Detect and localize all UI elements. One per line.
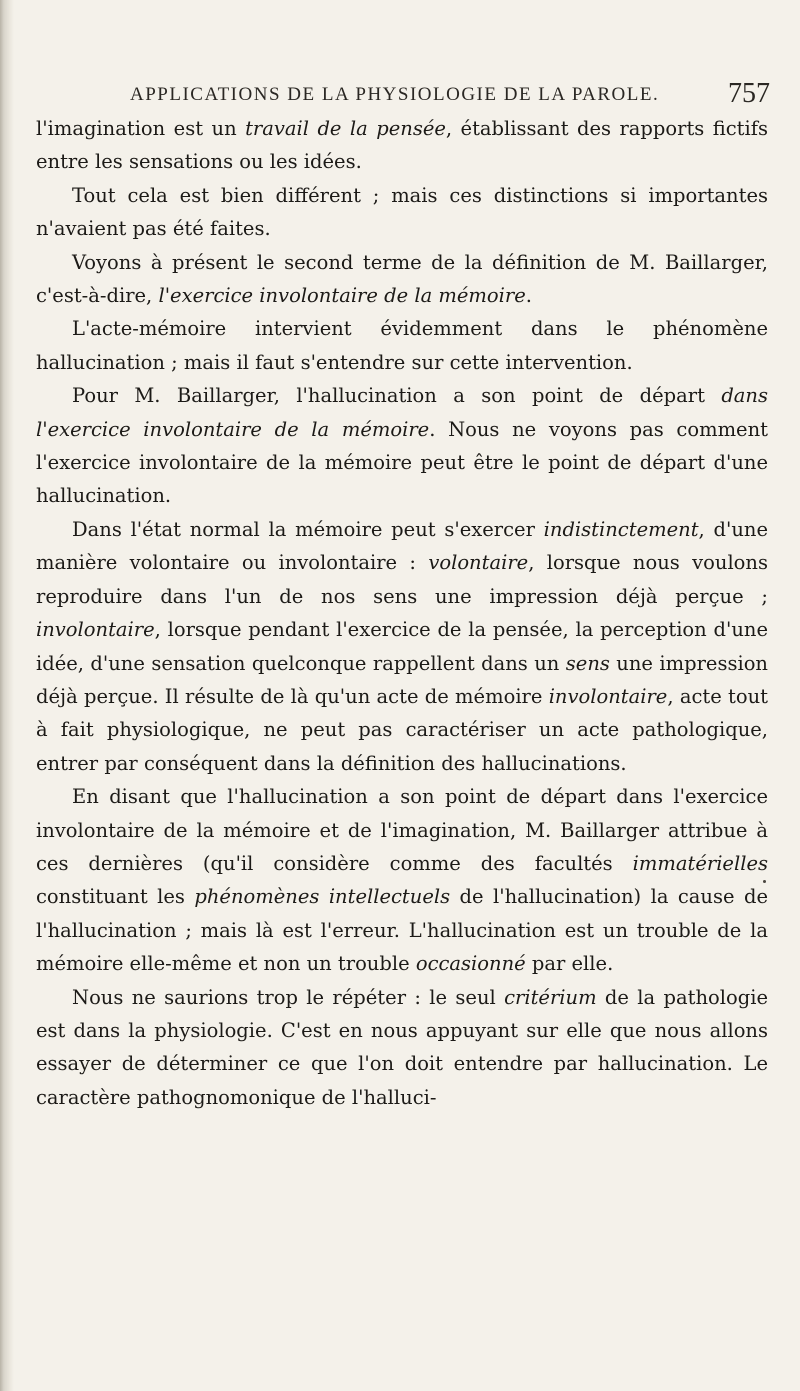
paragraph-text: L'acte-mémoire intervient évidemment dans le phénomène hallucination ; mais il faut s'entendre sur cette intervention.	[36, 317, 768, 374]
paragraph-text: Voyons à présent le second terme de la définition de M. Baillarger, c'est-à-dire,	[36, 250, 768, 308]
paragraph-text: , lorsque pendant l'exercice de la pensée, la perception d'une idée, d'une sensation quelconque rappellent dans un	[36, 618, 768, 675]
italic-text: immatérielles	[632, 851, 768, 875]
paragraph-text: . Nous ne voyons pas comment l'exercice involontaire de la mémoire peut être le point de départ d'une hallucination.	[36, 417, 768, 508]
paragraph-text: .	[525, 284, 532, 308]
italic-text: dans l'exercice involontaire de la mémoire	[36, 384, 768, 441]
page-gutter-shadow	[0, 0, 14, 1391]
page-number: 757	[728, 78, 770, 109]
body-text	[36, 112, 768, 1114]
paragraph-text: En disant que l'hallucination a son point de départ dans l'exercice involontaire de la mémoire et de l'imagination, M. Baillarger attribue à ces dernières (qu'il considère comme des facultés	[36, 785, 768, 875]
paragraph-text: Pour M. Baillarger, l'hallucination a son point de départ	[72, 384, 722, 408]
italic-text: occasionné	[415, 952, 526, 976]
italic-text: involontaire	[548, 684, 668, 708]
italic-text: l'exercice involontaire de la mémoire	[158, 284, 526, 308]
paragraph	[36, 780, 768, 980]
paragraph-text: Tout cela est bien différent ; mais ces distinctions si importantes n'avaient pas été faites.	[36, 183, 768, 241]
paragraph-text: , d'une manière volontaire ou involontaire :	[36, 517, 768, 575]
italic-text: volontaire	[428, 551, 529, 575]
paragraph	[36, 112, 768, 179]
paragraph-text: Dans l'état normal la mémoire peut s'exercer	[72, 517, 544, 541]
paragraph-text: Nous ne saurions trop le répéter : le seul	[72, 985, 505, 1009]
paragraph-text: constituant les	[36, 885, 195, 909]
italic-text: sens	[565, 651, 610, 675]
paragraph	[36, 312, 768, 379]
italic-text: critérium	[504, 985, 597, 1009]
paragraph-text: l'imagination est un	[36, 117, 246, 140]
paper-speck	[763, 880, 766, 883]
paragraph	[36, 179, 768, 246]
paragraph-text: par elle.	[525, 952, 614, 976]
paragraph-text: , établissant des rapports fictifs entre les sensations ou les idées.	[36, 117, 768, 174]
paragraph	[36, 246, 768, 313]
paragraph	[36, 513, 768, 780]
paragraph-text: de l'hallucination) la cause de l'hallucination ; mais là est l'erreur. L'hallucination est un trouble de la mémoire elle-même et non un trouble	[36, 885, 768, 976]
paragraph-text: , acte tout à fait physiologique, ne peut pas caractériser un acte pathologique, entrer par conséquent dans la définition des hallucinations.	[36, 684, 768, 775]
italic-text: phénomènes intellectuels	[194, 885, 451, 909]
paragraph	[36, 379, 768, 513]
paragraph-text: de la pathologie est dans la physiologie. C'est en nous appuyant sur elle que nous allons essayer de déterminer ce que l'on doit entendre par hallucination. Le caractère pathognomonique de l'halluci-	[36, 985, 768, 1109]
running-head-title: APPLICATIONS DE LA PHYSIOLOGIE DE LA PAROLE.	[130, 84, 660, 105]
paragraph-text: , lorsque nous voulons reproduire dans l'un de nos sens une impression déjà perçue ;	[36, 551, 768, 608]
paragraph-text: une impression déjà perçue. Il résulte de là qu'un acte de mémoire	[36, 651, 768, 708]
italic-text: indistinctement	[543, 517, 699, 541]
italic-text: involontaire	[36, 618, 155, 642]
italic-text: travail de la pensée	[245, 117, 446, 140]
paragraph	[36, 981, 768, 1115]
